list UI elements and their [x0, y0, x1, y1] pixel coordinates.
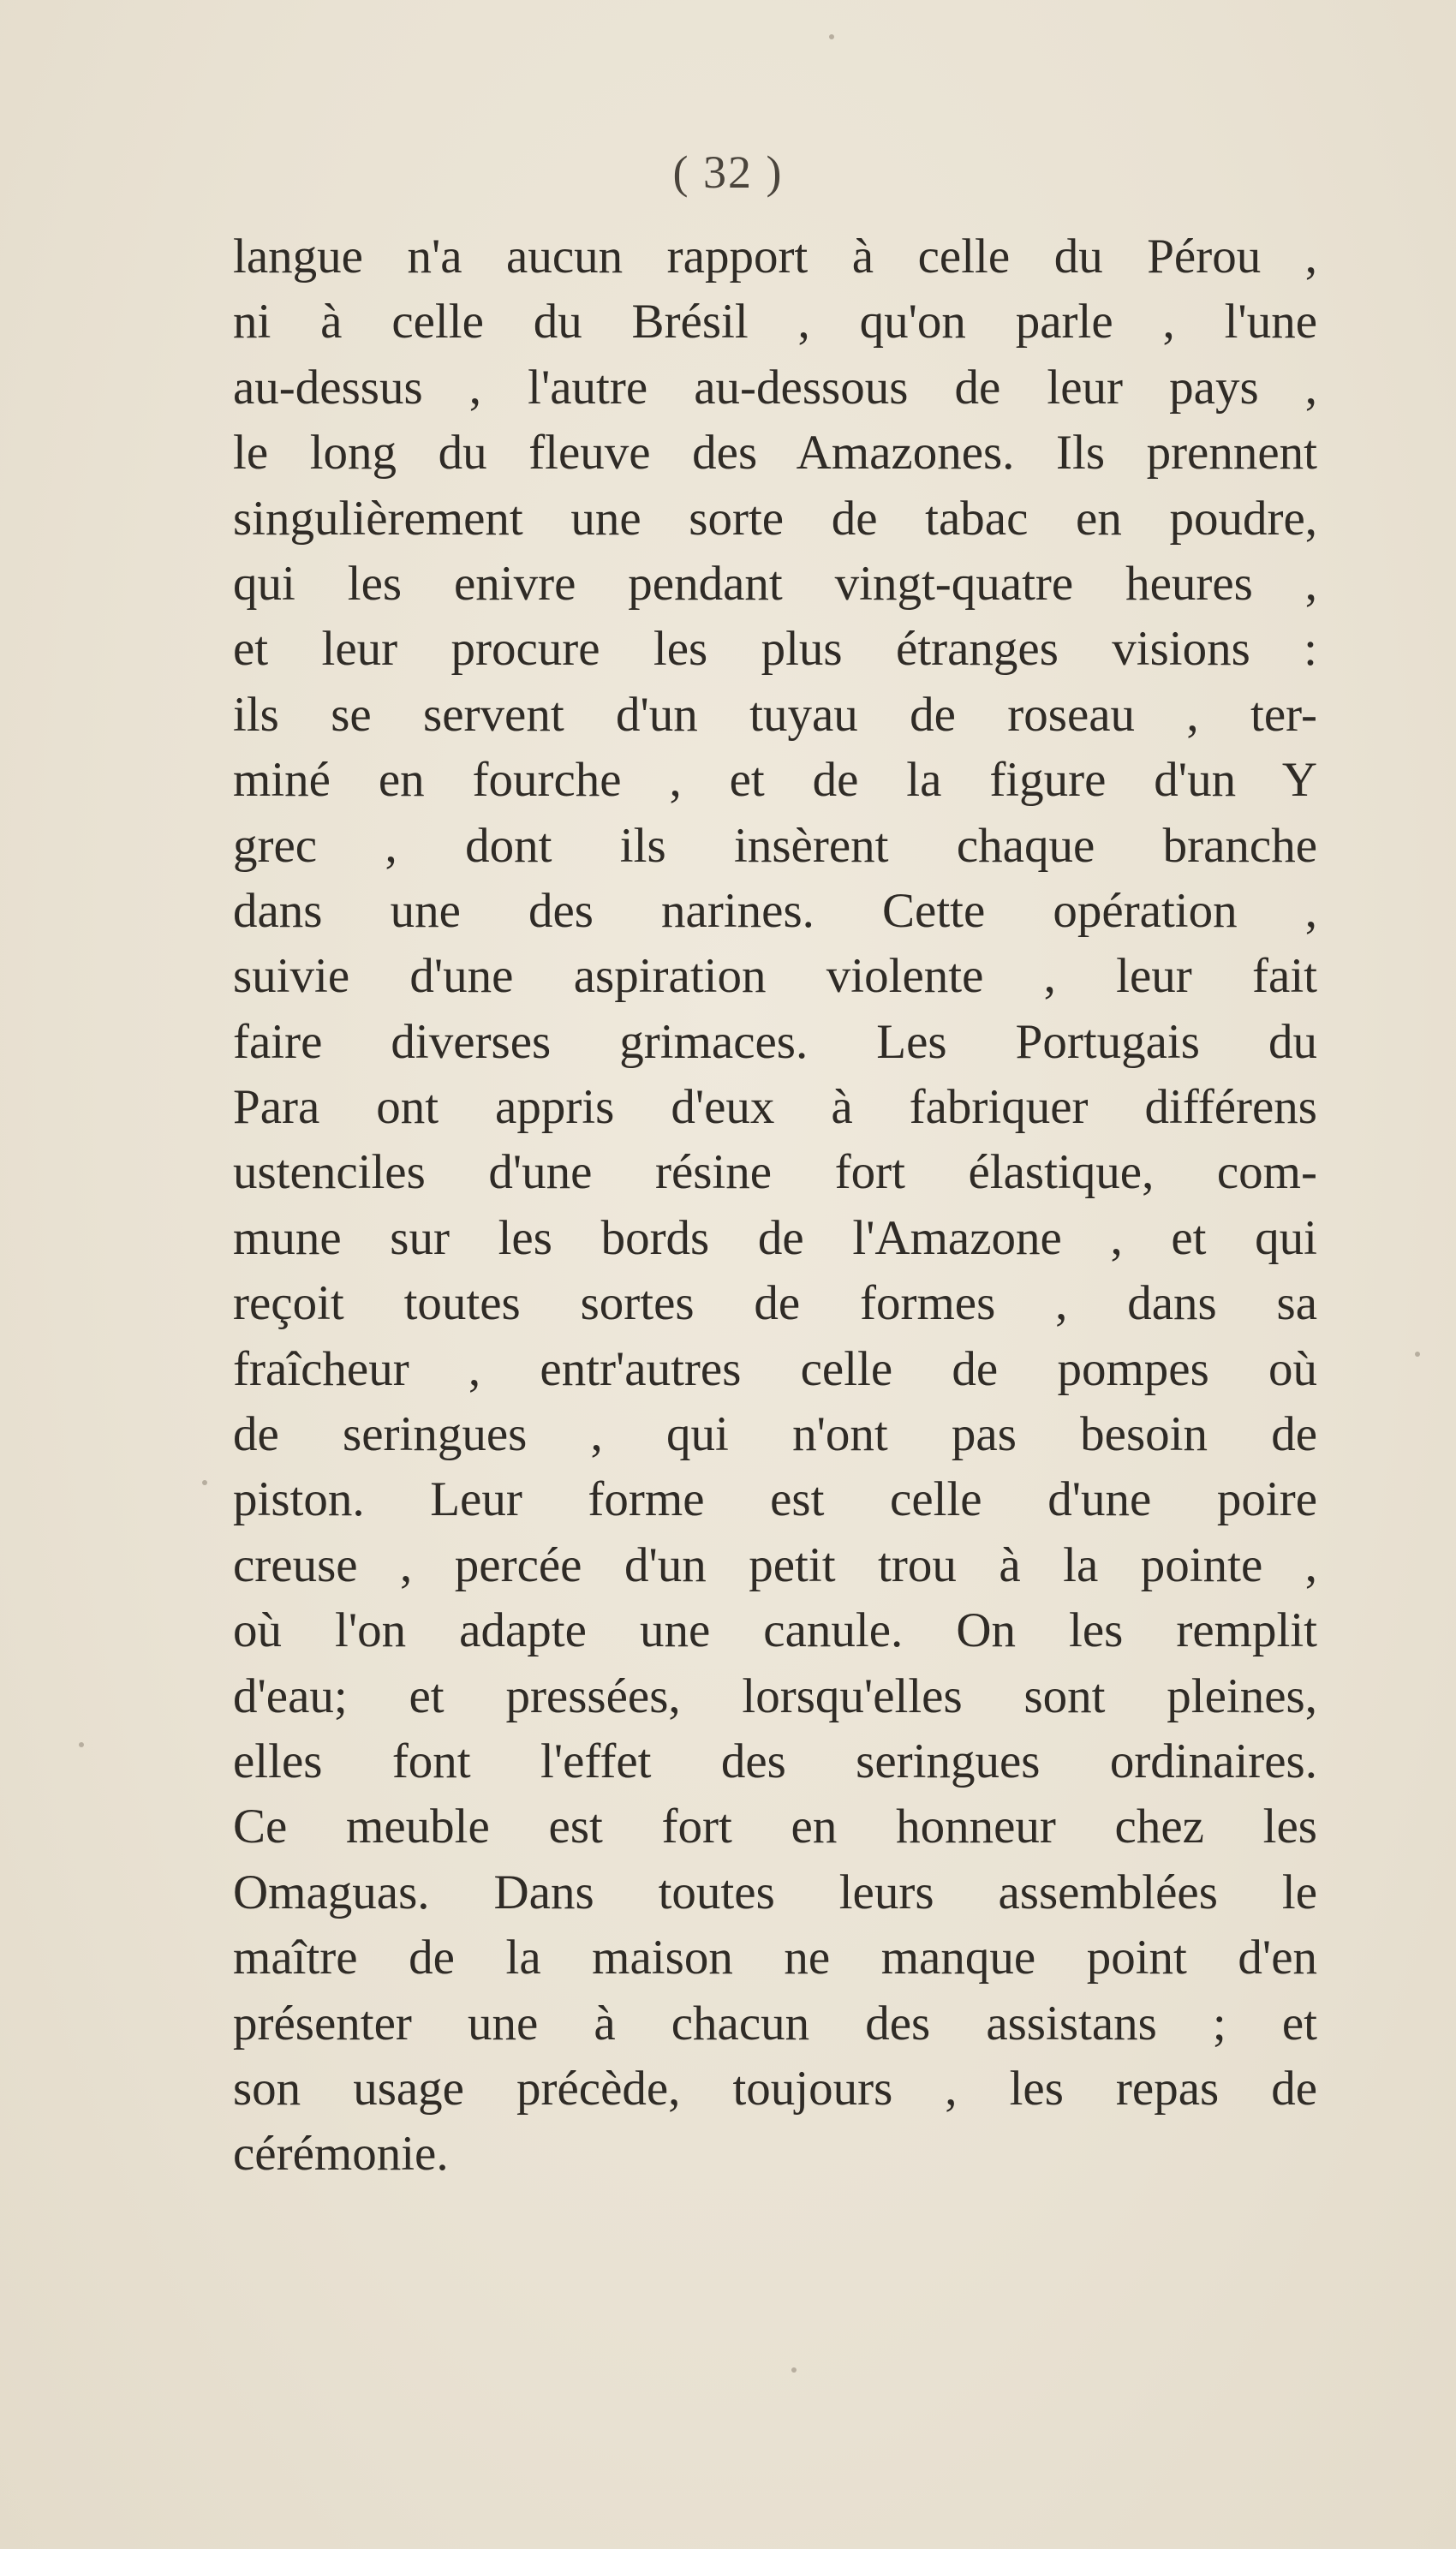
- body-text: [233, 224, 1317, 2188]
- text-line: fraîcheur , entr'autres celle de pompes où: [233, 1341, 1317, 1396]
- text-line: où l'on adapte une canule. On les remplit: [233, 1603, 1317, 1658]
- text-line: ils se servent d'un tuyau de roseau , ter-: [233, 687, 1317, 742]
- paper-speck: [791, 2367, 797, 2373]
- paper-speck: [829, 34, 834, 39]
- text-line: de seringues , qui n'ont pas besoin de: [233, 1407, 1317, 1462]
- paper-speck: [1415, 1352, 1420, 1357]
- text-line: suivie d'une aspiration violente , leur fait: [233, 949, 1317, 1004]
- text-line: reçoit toutes sortes de formes , dans sa: [233, 1276, 1317, 1331]
- text-line: singulièrement une sorte de tabac en poudre,: [233, 491, 1317, 546]
- text-line: grec , dont ils insèrent chaque branche: [233, 818, 1317, 873]
- text-line: piston. Leur forme est celle d'une poire: [233, 1472, 1317, 1527]
- text-line: présenter une à chacun des assistans ; et: [233, 1996, 1317, 2051]
- text-line: son usage précède, toujours , les repas de: [233, 2061, 1317, 2116]
- text-line: Ce meuble est fort en honneur chez les: [233, 1800, 1317, 1854]
- text-line: le long du fleuve des Amazones. Ils prennent: [233, 426, 1317, 481]
- text-line: ni à celle du Brésil , qu'on parle , l'une: [233, 295, 1317, 349]
- text-line: Para ont appris d'eux à fabriquer différens: [233, 1080, 1317, 1135]
- text-line: d'eau; et pressées, lorsqu'elles sont pleines,: [233, 1668, 1317, 1723]
- page-number: ( 32 ): [672, 146, 784, 198]
- text-line: mune sur les bords de l'Amazone , et qui: [233, 1210, 1317, 1265]
- text-line: cérémonie.: [233, 2127, 449, 2182]
- text-line: creuse , percée d'un petit trou à la pointe ,: [233, 1537, 1317, 1592]
- text-line: maître de la maison ne manque point d'en: [233, 1931, 1317, 1985]
- text-line: elles font l'effet des seringues ordinaires.: [233, 1734, 1317, 1788]
- paper-speck: [79, 1742, 84, 1747]
- text-line: qui les enivre pendant vingt-quatre heures ,: [233, 556, 1317, 611]
- text-line: ustenciles d'une résine fort élastique, com-: [233, 1145, 1317, 1200]
- text-line: au-dessus , l'autre au-dessous de leur pays ,: [233, 360, 1317, 415]
- paper-speck: [202, 1480, 207, 1485]
- text-line: Omaguas. Dans toutes leurs assemblées le: [233, 1865, 1317, 1919]
- text-line: faire diverses grimaces. Les Portugais du: [233, 1014, 1317, 1069]
- text-line: dans une des narines. Cette opération ,: [233, 883, 1317, 938]
- text-line: et leur procure les plus étranges visions :: [233, 622, 1317, 677]
- text-line: langue n'a aucun rapport à celle du Pérou ,: [233, 230, 1317, 284]
- text-line: miné en fourche , et de la figure d'un Y: [233, 753, 1317, 808]
